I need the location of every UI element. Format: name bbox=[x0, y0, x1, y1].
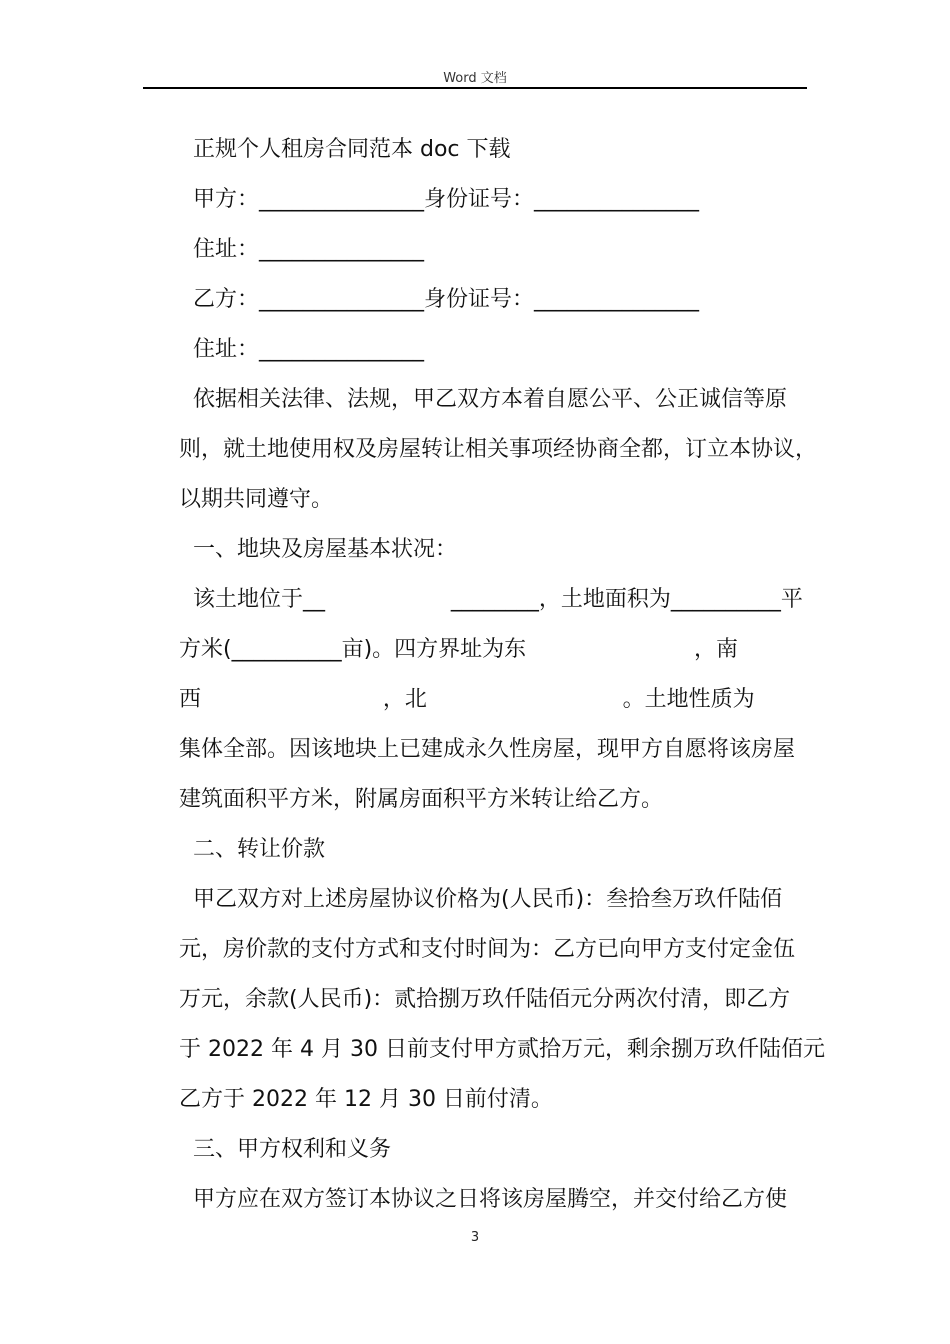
party-b-line: 乙方：_______________身份证号：_______________ bbox=[179, 287, 699, 312]
paragraph-line: 甲方应在双方签订本协议之日将该房屋腾空，并交付给乙方使 bbox=[179, 1187, 787, 1212]
party-b-address: 住址：_______________ bbox=[179, 337, 424, 362]
page-number: 3 bbox=[470, 1230, 480, 1245]
section-heading: 三、甲方权利和义务 bbox=[179, 1137, 391, 1162]
party-a-address: 住址：_______________ bbox=[179, 237, 424, 262]
paragraph-line: 则，就土地使用权及房屋转让相关事项经协商全都，订立本协议， bbox=[179, 437, 818, 462]
paragraph-line: 西 ，北 。土地性质为 bbox=[179, 687, 755, 712]
paragraph-line: 方米(__________亩)。四方界址为东 ，南 bbox=[179, 637, 739, 662]
paragraph-line: 以期共同遵守。 bbox=[179, 487, 334, 512]
section-heading: 二、转让价款 bbox=[179, 837, 325, 862]
header-divider bbox=[143, 87, 807, 89]
paragraph-line: 建筑面积平方米，附属房面积平方米转让给乙方。 bbox=[179, 787, 664, 812]
doc-title: 正规个人租房合同范本 doc 下载 bbox=[179, 137, 511, 162]
paragraph-line: 万元，余款(人民币)：贰拾捌万玖仟陆佰元分两次付清，即乙方 bbox=[179, 987, 791, 1012]
paragraph-line: 该土地位于__ ________，土地面积为__________平 bbox=[179, 587, 803, 612]
section-heading: 一、地块及房屋基本状况： bbox=[179, 537, 457, 562]
page-header: Word 文档 bbox=[443, 71, 507, 86]
paragraph-line: 依据相关法律、法规，甲乙双方本着自愿公平、公正诚信等原 bbox=[179, 387, 787, 412]
paragraph-line: 于 2022 年 4 月 30 日前支付甲方贰拾万元，剩余捌万玖仟陆佰元 bbox=[179, 1037, 825, 1062]
paragraph-line: 集体全部。因该地块上已建成永久性房屋，现甲方自愿将该房屋 bbox=[179, 737, 796, 762]
paragraph-line: 乙方于 2022 年 12 月 30 日前付清。 bbox=[179, 1087, 553, 1112]
paragraph-line: 甲乙双方对上述房屋协议价格为(人民币)：叁拾叁万玖仟陆佰 bbox=[179, 887, 783, 912]
party-a-line: 甲方：_______________身份证号：_______________ bbox=[179, 187, 699, 212]
paragraph-line: 元，房价款的支付方式和支付时间为：乙方已向甲方支付定金伍 bbox=[179, 937, 796, 962]
